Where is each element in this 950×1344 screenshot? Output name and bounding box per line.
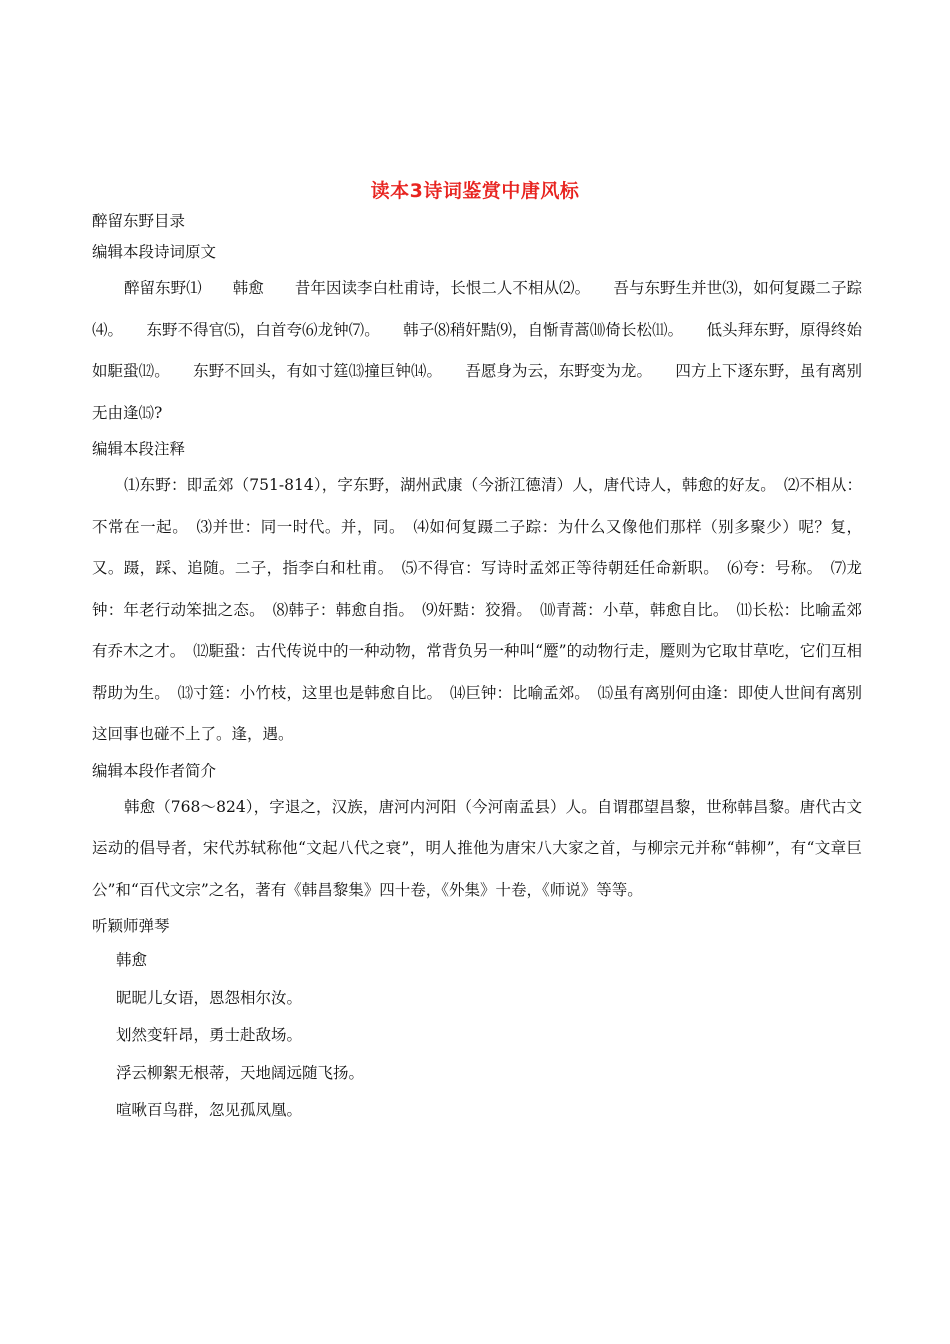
author-bio-text: 韩愈（768～824），字退之，汉族，唐河内河阳（今河南孟县）人。自谓郡望昌黎，世称韩昌黎。唐代古文运动的倡导者，宋代苏轼称他“文起八代之衰”，明人推他为唐宋八大家之首，与柳宗元并称“韩柳”，有“文章巨公”和“百代文宗”之名，著有《韩昌黎集》四十卷，《外集》十卷，《师说》等等。 xyxy=(92,797,862,899)
poem-original-text: 醉留东野⑴ 韩愈 昔年因读李白杜甫诗，长恨二人不相从⑵。 吾与东野生并世⑶，如何复蹑二子踪⑷。 东野不得官⑸，白首夸⑹龙钟⑺。 韩子⑻稍奸黠⑼，自惭青蒿⑽倚长松⑾。 低头拜东野，原得终始如駏蛩⑿。 东野不回头，有如寸筳⒀撞巨钟⒁。 吾愿身为云，东野变为龙。 四方上下逐东野，虽有离别无由逢⒂? xyxy=(92,279,862,422)
section-heading-poem: 编辑本段诗词原文 xyxy=(92,243,217,261)
notes-text: ⑴东野：即孟郊（751-814），字东野，湖州武康（今浙江德清）人，唐代诗人，韩愈的好友。 ⑵不相从：不常在一起。 ⑶并世：同一时代。并，同。 ⑷如何复蹑二子踪：为什么又像他们那样（别多聚少）呢？复，又。蹑，踩、追随。二子，指李白和杜甫。 ⑸不得官：写诗时孟郊正等待朝廷任命新职。 ⑹夸：号称。 ⑺龙钟：年老行动笨拙之态。 ⑻韩子：韩愈自指。 ⑼奸黠：狡猾。 ⑽青蒿：小草，韩愈自比。 ⑾长松：比喻孟郊有乔木之才。 ⑿駏蛩：古代传说中的一种动物，常背负另一种叫“蹷”的动物行走，蹷则为它取甘草吃，它们互相帮助为生。 ⒀寸筳：小竹枝，这里也是韩愈自比。 ⒁巨钟：比喻孟郊。 ⒂虽有离别何由逢：即使人世间有离别这回事也碰不上了。逢，遇。 xyxy=(92,476,862,743)
section-heading-notes: 编辑本段注释 xyxy=(92,440,186,458)
toc-heading: 醉留东野目录 xyxy=(92,212,186,230)
poem2-title: 听颖师弹琴 xyxy=(92,917,170,935)
document-title: 读本3诗词鉴赏中唐风标 xyxy=(370,180,580,202)
section-heading-author: 编辑本段作者简介 xyxy=(92,761,217,780)
poem2-line: 喧啾百鸟群，忽见孤凤凰。 xyxy=(116,1101,303,1119)
document-body xyxy=(92,206,862,1130)
poem2-line: 昵昵儿女语，恩怨相尔汝。 xyxy=(116,988,303,1007)
poem2-author: 韩愈 xyxy=(116,951,148,969)
poem2-line: 浮云柳絮无根蒂，天地阔远随飞扬。 xyxy=(116,1063,365,1082)
poem2-line: 划然变轩昂，勇士赴敌场。 xyxy=(116,1026,303,1044)
